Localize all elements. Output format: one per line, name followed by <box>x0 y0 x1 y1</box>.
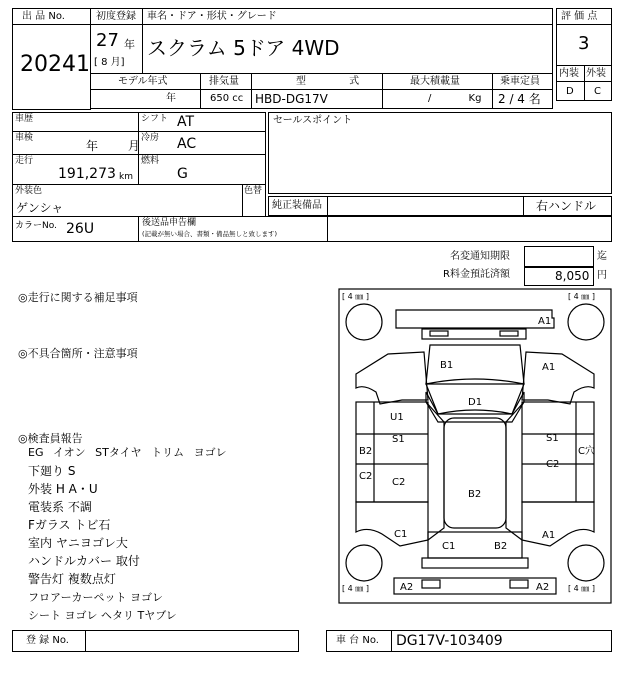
report-line: 外装 H A・U <box>28 482 98 496</box>
fuel-value: G <box>177 166 188 182</box>
report-line: 警告灯 複数点灯 <box>28 572 116 586</box>
mark-right-hole: C穴 <box>578 446 595 457</box>
interior-label: 内装 <box>559 68 579 79</box>
ac-value: AC <box>177 136 197 152</box>
capacity-value: 2 / 4 名 <box>498 92 541 106</box>
name-label: 車名・ドア・形状・グレード <box>147 11 277 22</box>
first-reg-year: 27 <box>96 30 119 51</box>
mark-right-c2: C2 <box>546 459 560 470</box>
driving-notes-label: ◎走行に関する補足事項 <box>18 291 138 304</box>
mark-roof: D1 <box>468 397 483 408</box>
recycle-unit: 円 <box>597 270 607 281</box>
sales-point-label: セールスポイント <box>273 115 353 126</box>
color-change-label: 色替 <box>244 186 263 196</box>
mark-gate-c1: C1 <box>442 541 456 552</box>
wheel-front-left <box>346 304 382 340</box>
lot-no-label: 出 品 No. <box>22 11 65 22</box>
equipment-label: 純正装備品 <box>272 200 322 211</box>
year-unit: 年 <box>124 38 135 51</box>
spec-model-year-box <box>90 89 201 109</box>
shift-label: シフト <box>141 114 169 124</box>
mileage-value: 191,273 <box>58 166 116 182</box>
wheel-rear-left <box>346 545 382 581</box>
type-value: HBD-DG17V <box>255 92 328 106</box>
report-line: 室内 ヤニヨゴレ大 <box>28 536 128 550</box>
mark-rear-left: C1 <box>394 529 408 540</box>
shift-value: AT <box>177 114 195 130</box>
lot-no: 20241 <box>20 52 90 77</box>
wheel-front-right <box>568 304 604 340</box>
front-bumper <box>396 310 554 328</box>
vehicle-name: スクラム 5ドア 4WD <box>147 36 340 60</box>
mark-rear-right: A1 <box>542 530 556 541</box>
mark-left-b2: B2 <box>359 446 373 457</box>
tire-rl-label: [ 4 ㎜ ] <box>342 584 369 593</box>
inspector-report-label: ◎検査員報告 <box>18 432 83 445</box>
rear-fender-left <box>356 502 428 546</box>
mark-rear-bumper-left: A2 <box>400 582 414 593</box>
vehicle-damage-diagram <box>338 288 612 604</box>
fuel-label: 燃料 <box>141 156 160 166</box>
diagram-frame <box>339 289 611 603</box>
max-load-value: / Kg <box>428 93 482 104</box>
report-line: 下廻り S <box>28 464 76 478</box>
interior-value: D <box>566 86 574 97</box>
ac-label: 冷房 <box>141 133 160 143</box>
deadline-unit: 迄 <box>597 251 607 262</box>
first-reg-month: [ 8 月] <box>94 57 125 68</box>
mark-rear-bumper-right: A2 <box>536 582 550 593</box>
mark-left-c2b: C2 <box>392 477 406 488</box>
displacement-label: 排気量 <box>209 76 239 87</box>
chassis-value: DG17V-103409 <box>396 633 503 649</box>
mileage-unit: km <box>119 172 133 182</box>
model-year-value: 年 <box>166 93 176 104</box>
recycle-label: R料金預託済額 <box>443 269 510 280</box>
mark-gate-b2: B2 <box>494 541 508 552</box>
type-label: 型 式 <box>296 76 360 87</box>
exterior-label: 外装 <box>586 68 606 79</box>
exterior-color-value: ゲンシャ <box>16 201 64 215</box>
report-line: 電装系 不調 <box>28 500 92 514</box>
front-fender-left <box>356 352 428 404</box>
mark-left-upper: U1 <box>390 412 404 423</box>
rear-bumper <box>394 578 556 594</box>
grade-label: 評 価 点 <box>561 11 598 22</box>
chassis-label: 車 台 No. <box>336 635 379 646</box>
report-line: EG イオン STタイヤ トリム ヨゴレ <box>28 446 227 459</box>
report-line: ハンドルカバー 取付 <box>28 554 140 568</box>
displacement-value: 650 cc <box>210 93 244 104</box>
report-line: シート ヨゴレ ヘタリ Tヤブレ <box>28 609 177 622</box>
mark-left-c2a: C2 <box>359 471 373 482</box>
report-line: Fガラス トビ石 <box>28 518 111 532</box>
rear-fender-right <box>522 502 594 546</box>
equipment-box <box>327 196 524 216</box>
history-label: 車歴 <box>15 114 34 124</box>
color-no-label: カラーNo. <box>15 221 57 231</box>
mark-right-s1: S1 <box>546 433 559 444</box>
deadline-label: 名変通知期限 <box>450 251 510 262</box>
model-year-label: モデル年式 <box>118 76 168 87</box>
docs-label: 後送品申告欄 <box>142 218 197 228</box>
front-fender-right <box>522 352 594 404</box>
mark-fender-right: A1 <box>542 362 556 373</box>
mark-front-bumper: A1 <box>538 316 552 327</box>
mark-hood: B1 <box>440 360 454 371</box>
wheel-rear-right <box>568 545 604 581</box>
report-line: フロアーカーペット ヨゴレ <box>28 591 163 604</box>
docs-extra-box <box>327 216 612 242</box>
mark-left-s1: S1 <box>392 434 405 445</box>
tire-rr-label: [ 4 ㎜ ] <box>568 584 595 593</box>
grade-value: 3 <box>578 33 590 54</box>
inspection-label: 車検 <box>15 133 34 143</box>
recycle-value: 8,050 <box>555 269 590 283</box>
docs-note: (記載が無い場合、書類・備品無しと致します) <box>142 230 278 238</box>
exterior-value: C <box>594 86 601 97</box>
defects-label: ◎不具合箇所・注意事項 <box>18 347 138 360</box>
mark-center-b2: B2 <box>468 489 482 500</box>
mileage-label: 走行 <box>15 156 34 166</box>
max-load-label: 最大積載量 <box>410 76 460 87</box>
reg-label: 登 録 No. <box>26 635 69 646</box>
tire-fr-label: [ 4 ㎜ ] <box>568 292 595 301</box>
roof <box>444 418 506 528</box>
color-no-value: 26U <box>66 221 95 237</box>
capacity-label: 乗車定員 <box>500 76 540 87</box>
tire-fl-label: [ 4 ㎜ ] <box>342 292 369 301</box>
inspection-value: 年 月 <box>86 139 140 153</box>
first-reg-label: 初度登録 <box>96 11 136 22</box>
steering-value: 右ハンドル <box>536 199 597 213</box>
reg-value-box <box>85 630 299 652</box>
exterior-color-label: 外装色 <box>15 186 43 196</box>
deadline-box <box>524 246 594 268</box>
